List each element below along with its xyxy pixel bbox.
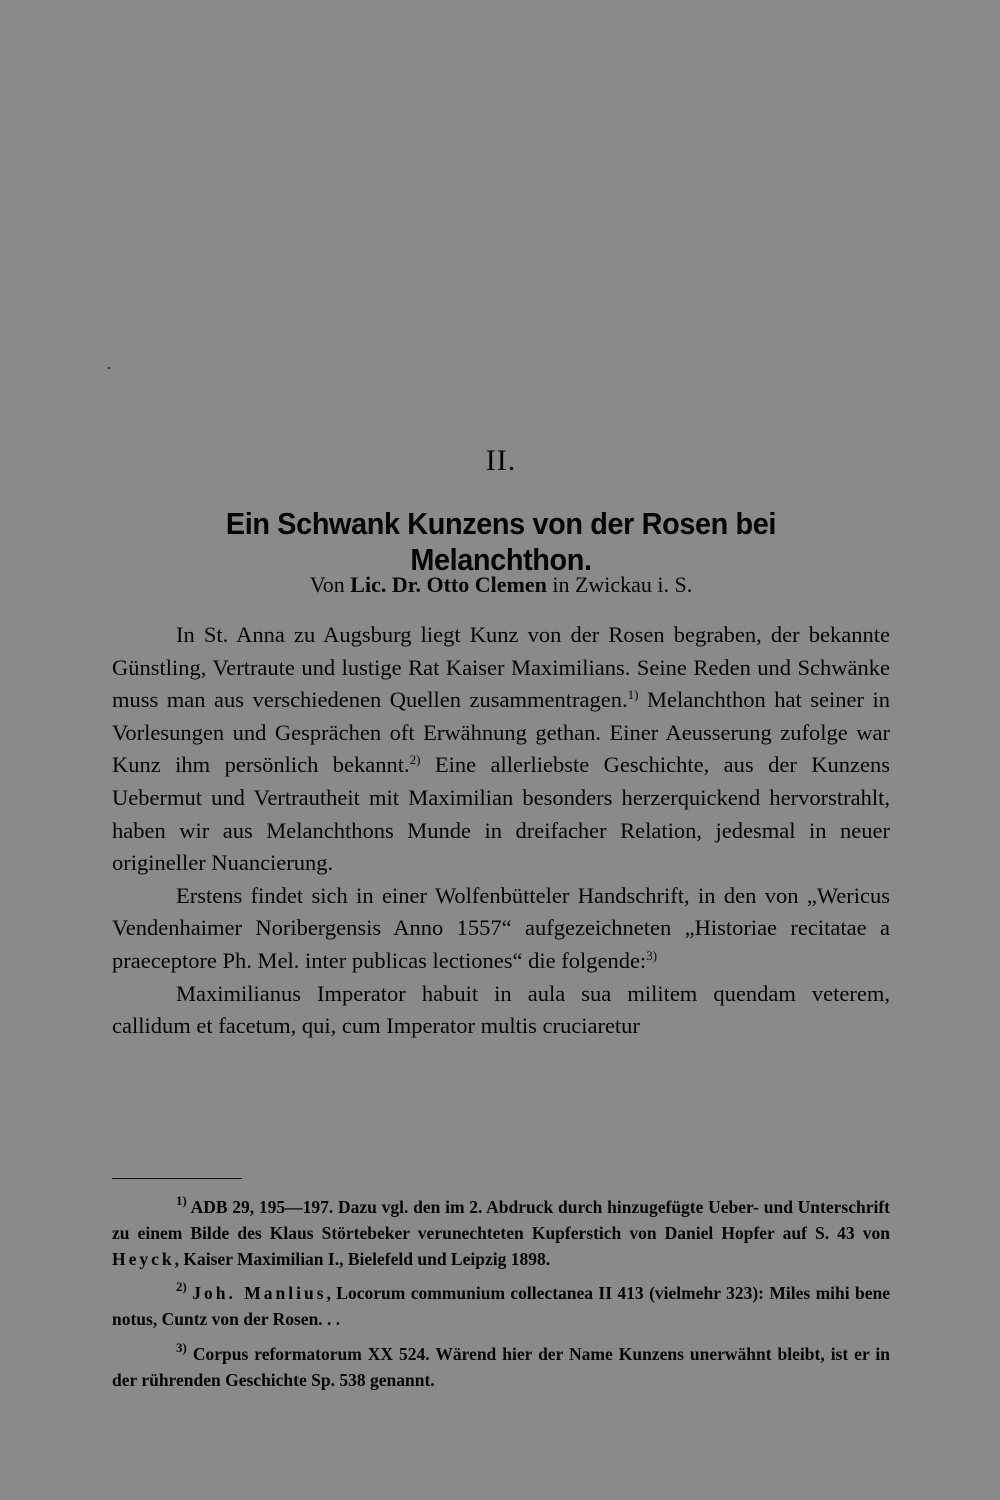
footnote-divider — [112, 1178, 242, 1179]
paragraph-1-part-a: In St. Anna zu Augsburg liegt Kunz von der Rosen begraben, der bekannte Günstling, Vertraute und lustige Rat Kaiser Maximilians. Seine Reden und Schwänke muss man aus verschiedenen Quellen zusammentragen. — [112, 622, 890, 713]
footnotes — [112, 1195, 890, 1394]
paragraph-2 — [112, 880, 890, 978]
author-name: Lic. Dr. Otto Clemen — [350, 572, 547, 597]
footnote-3-text: Corpus reformatorum XX 524. Wärend hier der Name Kunzens unerwähnt bleibt, ist er in der rührenden Geschichte Sp. 538 genannt. — [112, 1343, 890, 1390]
footnote-2-text: , Locorum communium collectanea II 413 (vielmehr 323): Miles mihi bene notus, Cuntz von der Rosen. . . — [112, 1283, 891, 1330]
footnote-1 — [112, 1195, 890, 1272]
chapter-number: II. — [485, 444, 517, 477]
footnote-3-mark: 3) — [176, 1339, 187, 1355]
footnote-1-author: Heyck — [112, 1248, 175, 1269]
footnote-ref-3: 3) — [646, 947, 658, 963]
byline-prefix: Von — [309, 572, 345, 597]
paragraph-3: Maximilianus Imperator habuit in aula sua militem quendam veterem, callidum et facetum, qui, cum Imperator multis cruciaretur — [112, 980, 890, 1039]
paragraph-1 — [112, 619, 890, 880]
footnote-2-mark: 2) — [176, 1279, 187, 1295]
paragraph-1-part-b: Melanchthon hat seiner in Vorlesungen und Gesprächen oft Erwähnung gethan. Einer Aeusserung zufolge war Kunz ihm persönlich bekannt. — [112, 687, 890, 778]
book-page — [112, 0, 890, 1500]
footnote-2 — [112, 1281, 890, 1333]
byline — [112, 572, 890, 598]
article-title: Ein Schwank Kunzens von der Rosen bei Melanchthon. — [225, 506, 777, 577]
paragraph-2-text: Erstens findet sich in einer Wolfenbütteler Handschrift, in den von „Wericus Vendenhaimer Noribergensis Anno 1557“ aufgezeichneten „Historiae recitatae a praeceptore Ph. Mel. inter publicas lectiones“ die folgende: — [112, 882, 890, 973]
footnote-ref-1: 1) — [627, 687, 639, 703]
footnote-3 — [112, 1339, 890, 1394]
paragraph-1-part-c: Eine allerliebste Geschichte, aus der Kunzens Uebermut und Vertrautheit mit Maximilian besonders herzerquickend hervorstrahlt, haben wir aus Melanchthons Munde in dreifacher Relation, jedesmal in neuer origineller Nuancierung. — [112, 752, 890, 876]
footnote-1-text-a: ADB 29, 195—197. Dazu vgl. den im 2. Abdruck durch hinzugefügte Ueber- und Unterschrift zu einem Bilde des Klaus Störtebeker verunechteten Kupferstich von Daniel Hopfer auf S. 43 von — [112, 1197, 890, 1243]
byline-location: in Zwickau i. S. — [552, 572, 693, 597]
footnote-1-mark: 1) — [176, 1193, 187, 1208]
footnote-2-author: Joh. Manlius — [192, 1283, 327, 1304]
scan-speck — [108, 367, 110, 369]
footnote-ref-2: 2) — [409, 752, 421, 768]
body-text — [112, 619, 890, 1043]
footnote-1-text-b: , Kaiser Maximilian I., Bielefeld und Leipzig 1898. — [174, 1248, 551, 1269]
